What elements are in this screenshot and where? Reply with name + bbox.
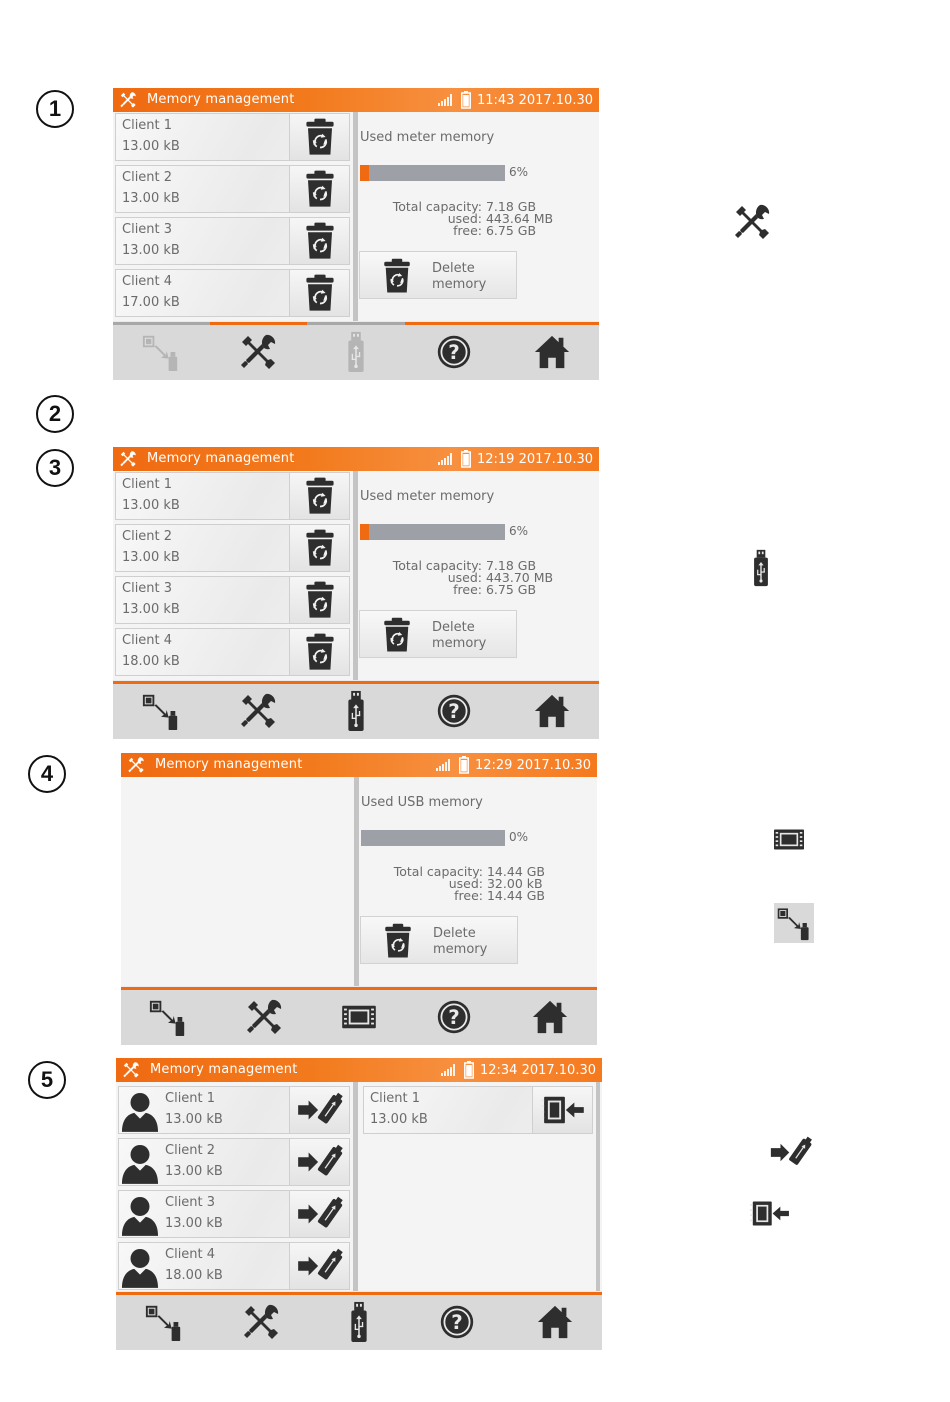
clock: 11:43 2017.10.30	[476, 92, 593, 108]
tools-button[interactable]	[235, 330, 281, 374]
memory-usage-fill	[360, 524, 369, 540]
help-icon	[436, 999, 472, 1035]
content-area	[116, 1082, 602, 1291]
delete-client-button[interactable]	[289, 629, 349, 675]
signal-icon	[437, 452, 455, 466]
capacity-value: 7.18 GB	[485, 558, 537, 573]
transfer-button[interactable]	[138, 330, 184, 374]
client-name: Client 4	[122, 633, 173, 648]
delete-client-button[interactable]	[289, 114, 349, 160]
client-size: 18.00 kB	[122, 654, 180, 669]
clock: 12:19 2017.10.30	[476, 451, 593, 467]
meter-memory-button[interactable]	[336, 995, 382, 1039]
memory-usage-percent: 6%	[509, 524, 529, 538]
client-name: Client 3	[165, 1195, 216, 1210]
home-button[interactable]	[532, 1300, 578, 1344]
free-key: free:	[453, 582, 482, 597]
usb-stick-icon	[346, 331, 366, 373]
client-name: Client 3	[122, 581, 173, 596]
usb-stick-icon	[349, 1301, 369, 1343]
user-icon	[121, 1090, 159, 1132]
user-icon	[121, 1246, 159, 1288]
content-area	[113, 112, 599, 321]
memory-usage-bar	[361, 830, 505, 846]
transfer-button[interactable]	[138, 689, 184, 733]
home-button[interactable]	[529, 330, 575, 374]
step-number-2: 2	[36, 395, 74, 433]
copy-to-usb-button[interactable]	[289, 1243, 349, 1289]
client-row[interactable]	[115, 524, 350, 572]
capacity-value: 14.44 GB	[486, 864, 546, 879]
user-icon	[121, 1194, 159, 1236]
legend-tools	[731, 201, 773, 243]
transfer-icon	[144, 1302, 184, 1342]
delete-memory-button[interactable]	[360, 916, 518, 964]
meter-memory-icon	[340, 1003, 378, 1031]
home-icon	[533, 333, 571, 371]
copy-to-usb-icon	[770, 1135, 812, 1170]
memory-usage-bar	[360, 524, 505, 540]
help-icon	[436, 334, 472, 370]
memory-usage-percent: 0%	[509, 830, 529, 844]
usb-button[interactable]	[336, 1300, 382, 1344]
free-key: free:	[454, 888, 483, 903]
delete-label-line1: Delete	[432, 620, 475, 635]
step-number-1: 1	[36, 90, 74, 128]
client-size: 13.00 kB	[122, 602, 180, 617]
delete-client-button[interactable]	[289, 577, 349, 623]
legend-transfer	[774, 903, 814, 943]
legend-usb	[750, 548, 772, 588]
content-area	[121, 777, 597, 986]
title-bar	[116, 1058, 602, 1082]
usb-client-row[interactable]	[363, 1086, 593, 1134]
tools-button[interactable]	[235, 689, 281, 733]
screen-title: Memory management	[155, 757, 303, 772]
delete-client-button[interactable]	[289, 525, 349, 571]
column-divider	[354, 777, 359, 986]
tools-icon	[119, 91, 137, 109]
screen-title: Memory management	[150, 1062, 298, 1077]
client-row[interactable]	[118, 1190, 350, 1238]
delete-label-line2: memory	[433, 942, 488, 957]
delete-client-button[interactable]	[289, 166, 349, 212]
help-icon	[439, 1304, 475, 1340]
capacity-key: Total capacity:	[392, 558, 482, 573]
client-size: 13.00 kB	[122, 550, 180, 565]
capacity-info	[390, 560, 553, 596]
copy-to-meter-icon	[540, 1093, 586, 1127]
column-divider	[353, 471, 358, 680]
free-value: 6.75 GB	[485, 223, 537, 238]
client-size: 13.00 kB	[122, 243, 180, 258]
client-name: Client 1	[122, 118, 173, 133]
transfer-icon	[148, 997, 188, 1037]
column-divider	[353, 1082, 358, 1291]
meter-memory-icon	[772, 827, 806, 852]
help-button[interactable]	[431, 689, 477, 733]
bottom-toolbar	[116, 1292, 602, 1350]
client-row[interactable]	[115, 269, 350, 317]
screen-title: Memory management	[147, 451, 295, 466]
client-row[interactable]	[115, 472, 350, 520]
help-button[interactable]	[431, 330, 477, 374]
client-name: Client 4	[122, 274, 173, 289]
used-key: used:	[448, 876, 483, 891]
screen-step-3	[113, 447, 599, 739]
client-name: Client 4	[165, 1247, 216, 1262]
client-size: 13.00 kB	[122, 498, 180, 513]
recycle-bin-icon	[383, 922, 413, 960]
tools-icon	[122, 1061, 140, 1079]
client-size: 13.00 kB	[122, 191, 180, 206]
home-button[interactable]	[527, 995, 573, 1039]
client-row[interactable]	[115, 113, 350, 161]
client-size: 13.00 kB	[122, 139, 180, 154]
free-value: 14.44 GB	[486, 888, 546, 903]
used-value: 443.64 MB	[485, 211, 554, 226]
title-bar	[113, 88, 599, 112]
transfer-button[interactable]	[145, 995, 191, 1039]
usb-button[interactable]	[333, 689, 379, 733]
memory-label: Used meter memory	[360, 489, 495, 504]
recycle-bin-icon	[304, 632, 336, 672]
tools-icon	[127, 756, 145, 774]
client-size: 13.00 kB	[165, 1112, 223, 1127]
step-number-4: 4	[28, 755, 66, 793]
copy-to-usb-icon	[297, 1091, 343, 1129]
recycle-bin-icon	[304, 169, 336, 209]
usb-stick-icon	[752, 549, 770, 587]
capacity-info	[390, 201, 553, 237]
battery-icon	[464, 1061, 474, 1079]
recycle-bin-icon	[304, 528, 336, 568]
copy-to-usb-icon	[297, 1143, 343, 1181]
screen-step-1	[113, 88, 599, 380]
step-number-3: 3	[36, 449, 74, 487]
copy-to-usb-icon	[297, 1247, 343, 1285]
screen-step-4	[121, 753, 597, 1045]
capacity-value: 7.18 GB	[485, 199, 537, 214]
copy-to-usb-button[interactable]	[289, 1087, 349, 1133]
transfer-icon	[141, 691, 181, 731]
title-bar	[121, 753, 597, 777]
delete-label-line1: Delete	[433, 926, 476, 941]
usb-button[interactable]	[333, 330, 379, 374]
help-icon	[436, 693, 472, 729]
step-number-5: 5	[28, 1061, 66, 1099]
battery-icon	[461, 450, 471, 468]
home-icon	[531, 998, 569, 1036]
recycle-bin-icon	[382, 616, 412, 654]
battery-icon	[461, 91, 471, 109]
client-row[interactable]	[118, 1086, 350, 1134]
delete-label-line1: Delete	[432, 261, 475, 276]
client-row[interactable]	[118, 1138, 350, 1186]
client-size: 18.00 kB	[165, 1268, 223, 1283]
legend-copy-to-meter	[749, 1197, 791, 1229]
battery-icon	[459, 756, 469, 774]
tools-icon	[732, 202, 772, 242]
client-size: 13.00 kB	[165, 1164, 223, 1179]
home-icon	[536, 1303, 574, 1341]
recycle-bin-icon	[304, 273, 336, 313]
screen-step-5	[116, 1058, 602, 1350]
signal-icon	[437, 93, 455, 107]
home-button[interactable]	[529, 689, 575, 733]
client-name: Client 3	[122, 222, 173, 237]
content-area	[113, 471, 599, 680]
signal-icon	[435, 758, 453, 772]
recycle-bin-icon	[304, 117, 336, 157]
delete-label-line2: memory	[432, 636, 487, 651]
usb-client-size: 13.00 kB	[370, 1112, 428, 1127]
client-name: Client 2	[122, 529, 173, 544]
legend-copy-to-usb	[770, 1134, 812, 1170]
bottom-toolbar	[113, 322, 599, 380]
title-bar	[113, 447, 599, 471]
recycle-bin-icon	[304, 580, 336, 620]
client-row[interactable]	[115, 217, 350, 265]
transfer-button[interactable]	[141, 1300, 187, 1344]
capacity-key: Total capacity:	[393, 864, 483, 879]
copy-to-meter-button[interactable]	[532, 1087, 592, 1133]
delete-client-button[interactable]	[289, 270, 349, 316]
tools-button[interactable]	[241, 995, 287, 1039]
bottom-toolbar	[113, 681, 599, 739]
signal-icon	[440, 1063, 458, 1077]
client-row[interactable]	[115, 576, 350, 624]
client-row[interactable]	[115, 628, 350, 676]
help-button[interactable]	[431, 995, 477, 1039]
used-value: 32.00 kB	[486, 876, 543, 891]
client-name: Client 2	[122, 170, 173, 185]
delete-client-button[interactable]	[289, 473, 349, 519]
usb-client-name: Client 1	[370, 1091, 421, 1106]
delete-memory-button[interactable]	[359, 251, 517, 299]
copy-to-usb-icon	[297, 1195, 343, 1233]
delete-client-button[interactable]	[289, 218, 349, 264]
transfer-icon	[141, 332, 181, 372]
screen-title: Memory management	[147, 92, 295, 107]
free-key: free:	[453, 223, 482, 238]
free-value: 6.75 GB	[485, 582, 537, 597]
tools-icon	[238, 691, 278, 731]
tools-icon	[119, 450, 137, 468]
usb-stick-icon	[346, 690, 366, 732]
clock: 12:29 2017.10.30	[474, 757, 591, 773]
client-row[interactable]	[118, 1242, 350, 1290]
copy-to-usb-button[interactable]	[289, 1191, 349, 1237]
legend-meter	[772, 826, 806, 852]
tools-icon	[238, 332, 278, 372]
user-icon	[121, 1142, 159, 1184]
memory-usage-bar	[360, 165, 505, 181]
recycle-bin-icon	[304, 221, 336, 261]
delete-memory-button[interactable]	[359, 610, 517, 658]
client-size: 13.00 kB	[165, 1216, 223, 1231]
tools-icon	[241, 1302, 281, 1342]
client-name: Client 1	[165, 1091, 216, 1106]
used-value: 443.70 MB	[485, 570, 554, 585]
capacity-key: Total capacity:	[392, 199, 482, 214]
recycle-bin-icon	[382, 257, 412, 295]
used-key: used:	[447, 570, 482, 585]
scrollbar[interactable]	[596, 1082, 600, 1291]
delete-label-line2: memory	[432, 277, 487, 292]
capacity-info	[391, 866, 545, 902]
used-key: used:	[447, 211, 482, 226]
memory-usage-fill	[360, 165, 369, 181]
memory-usage-percent: 6%	[509, 165, 529, 179]
clock: 12:34 2017.10.30	[479, 1062, 596, 1078]
help-button[interactable]	[434, 1300, 480, 1344]
client-size: 17.00 kB	[122, 295, 180, 310]
tools-button[interactable]	[238, 1300, 284, 1344]
recycle-bin-icon	[304, 476, 336, 516]
transfer-icon	[776, 905, 812, 941]
client-name: Client 1	[122, 477, 173, 492]
tools-icon	[244, 997, 284, 1037]
client-row[interactable]	[115, 165, 350, 213]
copy-to-meter-icon	[749, 1198, 791, 1229]
bottom-toolbar	[121, 987, 597, 1045]
copy-to-usb-button[interactable]	[289, 1139, 349, 1185]
memory-label: Used USB memory	[361, 795, 483, 810]
column-divider	[353, 112, 358, 321]
home-icon	[533, 692, 571, 730]
client-name: Client 2	[165, 1143, 216, 1158]
memory-label: Used meter memory	[360, 130, 495, 145]
